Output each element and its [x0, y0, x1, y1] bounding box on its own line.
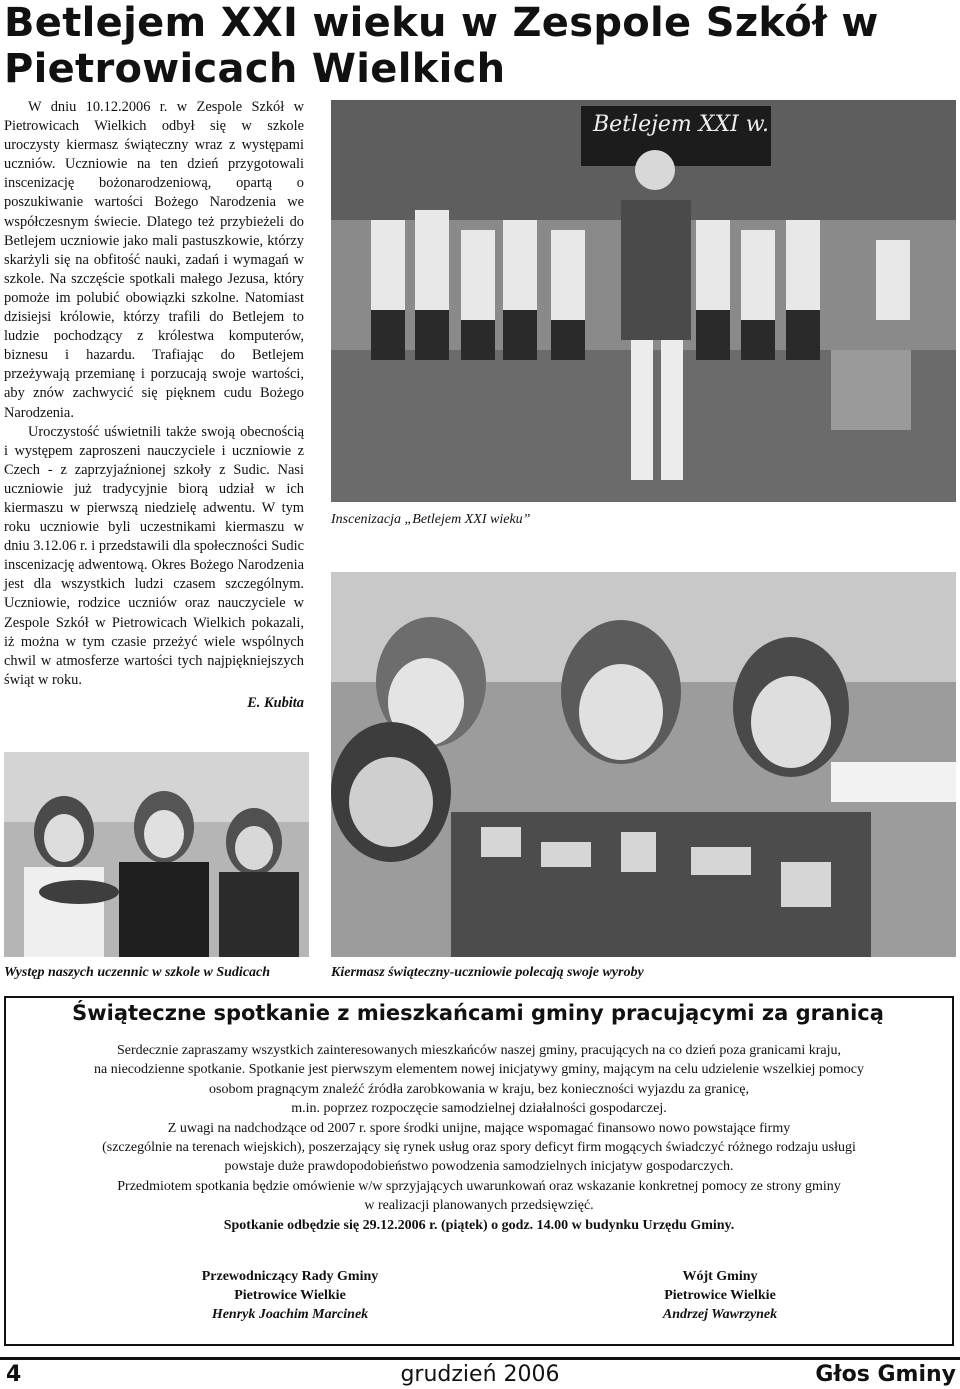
nativity-play-photo [331, 100, 956, 502]
nativity-play-image [331, 100, 956, 502]
christmas-fair-image [331, 572, 956, 957]
signatory-left-place: Pietrowice Wielkie [234, 1288, 346, 1303]
page-number: 4 [6, 1362, 22, 1387]
announcement-line: m.in. poprzez rozpoczęcie samodzielnej działalności gospodarczej. [291, 1101, 667, 1117]
page-title: Betlejem XXI wieku w Zespole Szkół w Pietrowicach Wielkich [4, 0, 879, 92]
signatory-right [590, 1267, 850, 1324]
announcement-line: w realizacji planowanych przedsięwzięć. [364, 1198, 594, 1214]
announcement-line: Serdecznie zapraszamy wszystkich zainteresowanych mieszkańców naszej gminy, pracujących na co dzień poza granicami kraju, [116, 1043, 842, 1058]
announcement-body [14, 1041, 944, 1235]
sudice-performance-image [4, 752, 309, 957]
announcement-line: powstaje duże prawdopodobieństwo powodzenia samodzielnych inicjatyw gospodarczych. [224, 1159, 734, 1175]
announcement-title: Świąteczne spotkanie z mieszkańcami gminy pracującymi za granicą [72, 1001, 884, 1025]
announcement-line: (szczególnie na terenach wiejskich), poszerzający się rynek usług oraz spory deficyt firm mogących świadczyć różnego rodzaju usługi [102, 1140, 856, 1156]
photo-caption-nativity: Inscenizacja „Betlejem XXI wieku” [331, 512, 531, 527]
announcement-line: na niecodzienne spotkanie. Spotkanie jest pierwszym elementem nowej inicjatywy gminy, mającym na celu udzielenie wszelkiej pomocy [93, 1062, 864, 1078]
meeting-details: Spotkanie odbędzie się 29.12.2006 r. (piątek) o godz. 14.00 w budynku Urzędu Gminy. [223, 1217, 735, 1233]
signatory-right-role: Wójt Gminy [682, 1269, 758, 1284]
announcement-line: Z uwagi na nadchodzące od 2007 r. spore środki unijne, mające wspomagać finansowo nowo powstające firmy [167, 1120, 791, 1136]
issue-date: grudzień 2006 [400, 1362, 560, 1387]
signatory-left [140, 1267, 440, 1324]
signatory-right-place: Pietrowice Wielkie [664, 1288, 776, 1303]
signatory-left-name: Henryk Joachim Marcinek [211, 1307, 369, 1322]
article-paragraph: W dniu 10.12.2006 r. w Zespole Szkół w Pietrowicach Wielkich odbył się w szkole uroczysty kiermasz świąteczny wraz z występami uczniów. Uczniowie na ten dzień przygotowali inscenizację bożonarodzeniową, opartą o poszukiwanie wartości Bożego Narodzenia we współczesnym świecie. Dlatego też przybieżeli do Betlejem uczniowie jako mali pastuszkowie, którzy skarżyli się na obfitość nauki, zadań i wymagań w szkole. Na szczęście spotkali małego Jezusa, który pomoże im polubić obowiązki szkolne. Natomiast dzisiejsi królowie, którzy trafili do Betlejem to ludzie pochodzący z królestwa komputerów, biznesu i hazardu. Trafiając do Betlejem przeżywają przemianę i porzucają swoje wartości, aby znów zachwycić się pięknem cudu Bożego Narodzenia. [4, 99, 304, 421]
article-author: E. Kubita [247, 694, 304, 711]
photo-caption-fair: Kiermasz świąteczny-uczniowie polecają swoje wyroby [331, 965, 644, 980]
signatory-left-role: Przewodniczący Rady Gminy [201, 1269, 379, 1284]
sudice-performance-photo [4, 752, 309, 957]
announcement-line: Przedmiotem spotkania będzie omówienie w/w sprzyjających uwarunkowań oraz wskazanie konkretnej pomocy ze strony gminy [117, 1178, 841, 1194]
photo-caption-sudice: Występ naszych uczennic w szkole w Sudicach [4, 965, 271, 980]
signatory-right-name: Andrzej Wawrzynek [662, 1307, 778, 1322]
publication-name: Głos Gminy [815, 1362, 956, 1387]
announcement-line: osobom pragnącym znaleźć źródła zarobkowania w kraju, bez konieczności wyjazdu za granicę, [209, 1081, 749, 1097]
article-body [4, 98, 304, 713]
christmas-fair-photo [331, 572, 956, 957]
article-paragraph: Uroczystość uświetnili także swoją obecnością i występem zaproszeni nauczyciele i uczniowie z Czech - z zaprzyjaźnionej szkoły z Sudic. Nasi uczniowie już tradycyjnie biorą udział w ich kiermaszu w pierwszą niedzielę adwentu. W tym roku uczniowie byli uczestnikami kiermaszu w dniu 3.12.06 r. i przedstawili dla społeczności Sudic inscenizację adwentową. Okres Bożego Narodzenia jest dla wszystkich ludzi czasem szczególnym. Uczniowie, rodzice uczniów oraz nauczyciele w Zespole Szkół w Pietrowicach Wielkich pokazali, iż można w tym czasie przeżyć wiele wspólnych chwil w atmosferze wartości tych najpiękniejszych świąt w roku. [4, 423, 304, 688]
photo-banner-text: Betlejem XXI w. [593, 112, 769, 137]
